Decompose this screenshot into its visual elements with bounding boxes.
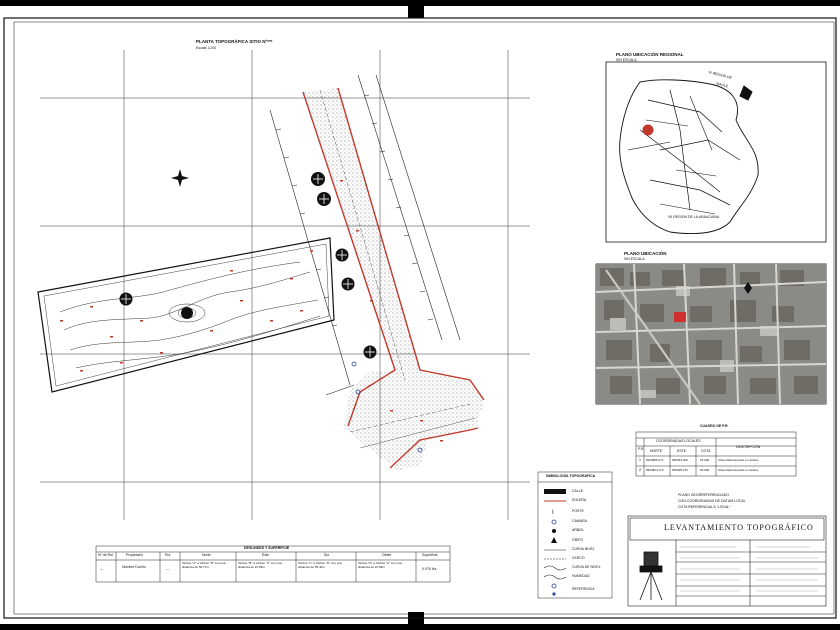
legend-item-curva-nivel: CURVA NIVEL	[572, 547, 595, 551]
coord-row2-este: 655405.276	[672, 468, 688, 472]
top-border-bar	[0, 0, 840, 6]
svg-text:I: I	[552, 509, 554, 516]
legend-item-camara: CAMARA	[572, 519, 587, 523]
legend-item-solera: SOLERA	[572, 498, 587, 502]
coord-row1-cota: 53.000	[700, 458, 710, 462]
regional-map-label-south: VII REGION DE LA ARAUCANIA	[668, 215, 720, 219]
coord-header-este: ESTE	[677, 449, 687, 453]
tree-symbols	[120, 172, 377, 359]
regional-map-label-maule: MAULE	[715, 81, 729, 89]
coord-row2-pr: 2	[639, 468, 641, 472]
location-aerial-photo	[596, 264, 826, 404]
regional-map-label-north: VI REGION DE	[708, 70, 733, 80]
legend-title: SIMBOLOGÍA TOPOGRÁFICA	[546, 474, 596, 478]
drawing-scale: Escala 1:200	[196, 46, 217, 50]
boundaries-header-norte: Norte	[202, 553, 211, 557]
boundaries-header-rol: Rol	[165, 553, 171, 557]
coord-row2-norte: 5924824.173	[646, 468, 664, 472]
coord-row2-descripcion: Clavo Referenciado en Solera	[718, 468, 759, 472]
note-line-2: CON COORDENADAS DE DATUM LOCAL	[678, 499, 746, 503]
legend-item-grifo: GRIFO	[572, 538, 584, 542]
legend-item-humedad: HUMEDAD	[572, 574, 590, 578]
coord-header-cota: COTA	[701, 449, 711, 453]
coord-header-norte: NORTE	[650, 449, 663, 453]
legend-item-referencia: REFERENCIA	[572, 587, 595, 591]
legend-symbols	[544, 489, 566, 596]
boundaries-header-propietario: Propietario	[126, 553, 143, 557]
boundaries-cell-sur: Vértice "C" a Vértice "D" con una distancia de 55.40m	[298, 561, 342, 569]
boundaries-cell-este: Vértice "B" a Vértice "C" con una distancia de 15.08m	[238, 561, 282, 569]
boundaries-cell-oeste: Vértice "D" a Vértice "A" con una distancia de 15.58m	[358, 561, 402, 569]
coordinates-group-header: COORDENADAS LOCALES	[656, 439, 701, 443]
legend-item-calle: CALLE	[572, 489, 584, 493]
road-strip	[303, 88, 484, 470]
boundaries-header-superficie: Superficie	[422, 553, 438, 557]
top-center-tab	[408, 6, 424, 18]
regional-map-title: PLANO UBICACIÓN REGIONAL	[616, 52, 684, 57]
tree-symbol-highlights	[121, 174, 375, 357]
coord-header-pr: P.R.	[638, 447, 645, 451]
location-map-title: PLANO UBICACIÓN	[624, 251, 667, 256]
boundaries-cell-rol-num: ---	[100, 567, 104, 571]
coordinate-grid	[40, 50, 530, 520]
coord-header-descripcion: DESCRIPCIÓN	[736, 445, 761, 449]
north-arrow-icon	[171, 169, 189, 187]
boundaries-header-este: Este	[262, 553, 270, 557]
boundaries-header-oeste: Oeste	[382, 553, 392, 557]
title-block-field-lines	[680, 547, 818, 591]
coord-row1-este: 655393.400	[672, 458, 688, 462]
legend-item-curva-de-nivel: CURVA DE NIVEL	[572, 565, 601, 569]
drawing-title: PLANTA TOPOGRÁFICA SITIO Nº***	[196, 39, 273, 44]
regional-map-scale: SIN ESCALA	[616, 58, 637, 62]
coord-row1-pr: 1	[639, 458, 641, 462]
coord-row2-cota: 50.000	[700, 468, 710, 472]
legend-item-cerco: CERCO	[572, 556, 585, 560]
boundaries-table-title: DESLINDES Y SUPERFICIE	[244, 546, 290, 550]
bottom-border-bar	[0, 624, 840, 630]
coordinates-table-title: CUADRO DE P.R.	[700, 424, 729, 428]
boundaries-header-sur: Sur	[324, 553, 330, 557]
note-line-3: COTA REFERENCIAL A "LOCAL"	[678, 505, 731, 509]
legend-item-arbol: ARBOL	[572, 528, 584, 532]
boundaries-header-rol-num: Nº de Rol	[98, 553, 113, 557]
title-block-title: LEVANTAMIENTO TOPOGRÁFICO	[664, 523, 814, 532]
coord-row1-descripcion: Clavo Referenciado en Solera	[718, 458, 759, 462]
note-line-1: PLANO GEORREFERENCIADO	[678, 493, 729, 497]
boundaries-cell-propietario: Nombre Dueño	[122, 565, 146, 569]
coord-row1-norte: 5924866.271	[646, 458, 664, 462]
boundaries-cell-superficie: 0.078 Ha.	[422, 567, 438, 571]
boundaries-cell-norte: Vértice "A" a Vértice "B" con una distancia de 56.77m	[182, 561, 226, 569]
legend-item-poste: POSTE	[572, 509, 584, 513]
boundaries-cell-rol: ---	[166, 567, 170, 571]
location-map-scale: SIN ESCALA	[624, 257, 645, 261]
theodolite-icon	[640, 552, 662, 600]
